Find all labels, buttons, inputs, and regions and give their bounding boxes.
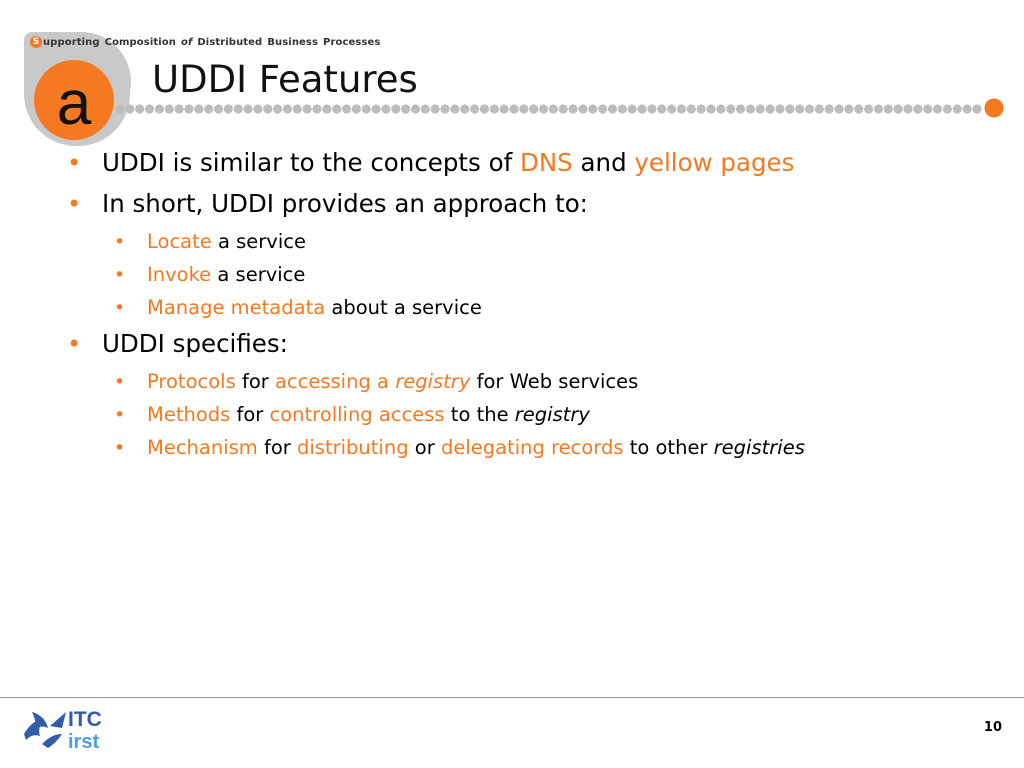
sub-bullet-methods: • Methods for controlling access to the registry — [62, 403, 1002, 427]
logo-irst-text: irst — [68, 731, 100, 753]
logo-itc-text: ITC — [68, 708, 102, 731]
bullet-approach: • In short, UDDI provides an approach to: — [62, 189, 1002, 219]
astro-logo — [24, 32, 136, 148]
footer-divider — [0, 697, 1024, 698]
bullet-specifies: • UDDI specifies: — [62, 329, 1002, 359]
sub-bullet-protocols: • Protocols for accessing a registry for Web services — [62, 370, 1002, 394]
sub-bullet-manage-metadata: • Manage metadata about a service — [62, 296, 1002, 320]
slide-content — [62, 148, 1002, 469]
logo-letter: a — [56, 69, 92, 138]
itc-irst-logo — [22, 704, 114, 754]
sub-bullet-locate: • Locate a service — [62, 230, 1002, 254]
dotted-divider — [112, 96, 1012, 122]
divider-end-dot — [985, 99, 1004, 118]
tagline-initial-badge: S — [30, 36, 42, 48]
sub-bullet-invoke: • Invoke a service — [62, 263, 1002, 287]
bullet-dns-yellow-pages: • UDDI is similar to the concepts of DNS and yellow pages — [62, 148, 1002, 178]
slide-title: UDDI Features — [152, 58, 418, 101]
project-tagline: S upporting Composition of Distributed Business Processes — [30, 36, 380, 48]
page-number: 10 — [983, 720, 1002, 735]
sub-bullet-mechanism: • Mechanism for distributing or delegating records to other registries — [62, 436, 1002, 460]
